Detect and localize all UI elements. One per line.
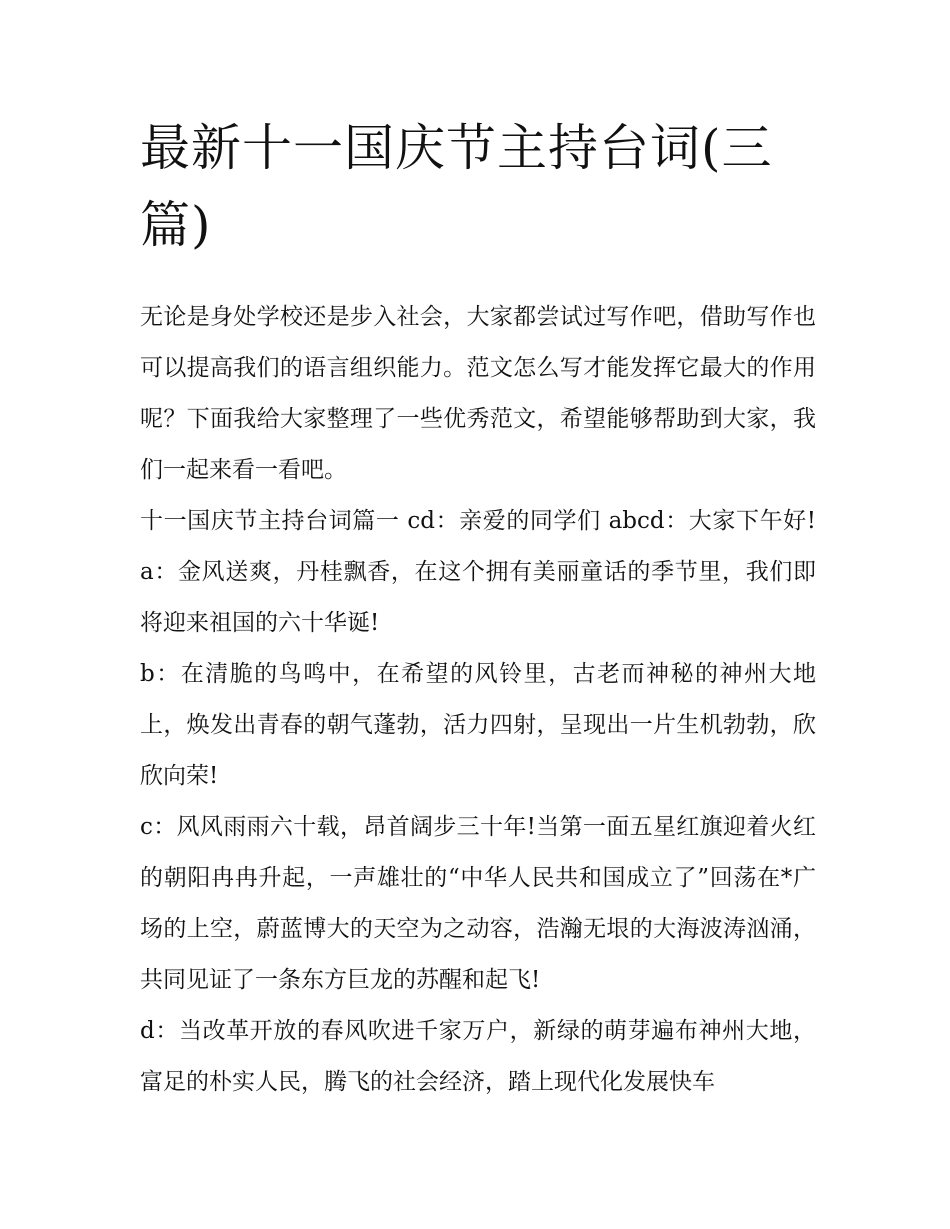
paragraph-intro: 无论是身处学校还是步入社会，大家都尝试过写作吧，借助写作也可以提高我们的语言组织能力。范文怎么写才能发挥它最大的作用呢？下面我给大家整理了一些优秀范文，希望能够帮助到大家，我们一起来看一看吧。 (140, 304, 816, 483)
paragraph-host-a: 十一国庆节主持台词篇一 cd：亲爱的同学们 abcd：大家下午好! a：金风送爽，丹桂飘香，在这个拥有美丽童话的季节里，我们即将迎来祖国的六十华诞! (140, 508, 816, 636)
paragraph-host-b: b：在清脆的鸟鸣中，在希望的风铃里，古老而神秘的神州大地上，焕发出青春的朝气蓬勃，活力四射，呈现出一片生机勃勃，欣欣向荣! (140, 661, 816, 789)
paragraph-host-d: d：当改革开放的春风吹进千家万户，新绿的萌芽遍布神州大地，富足的朴实人民，腾飞的社会经济，踏上现代化发展快车 (140, 1018, 816, 1095)
document-page (140, 110, 816, 1108)
paragraph-host-c: c：风风雨雨六十载，昂首阔步三十年!当第一面五星红旗迎着火红的朝阳冉冉升起，一声雄壮的“中华人民共和国成立了”回荡在*广场的上空，蔚蓝博大的天空为之动容，浩瀚无垠的大海波涛汹涌，共同见证了一条东方巨龙的苏醒和起飞! (140, 814, 816, 993)
document-title: 最新十一国庆节主持台词(三篇) (140, 119, 773, 254)
